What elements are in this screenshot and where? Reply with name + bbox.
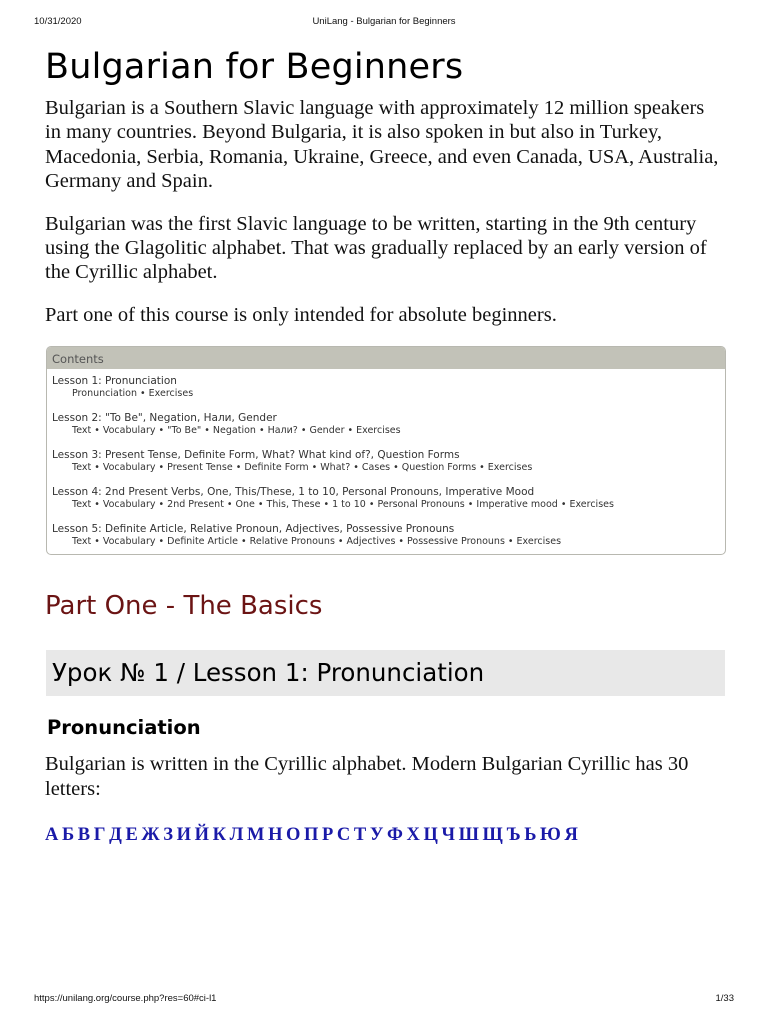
alphabet-letter: К [212,825,227,846]
toc-lesson-sections[interactable]: Text • Vocabulary • Definite Article • Relative Pronouns • Adjectives • Possessive Pronouns • Exercises [72,536,562,548]
intro-paragraph-3: Part one of this course is only intended for absolute beginners. [45,303,557,326]
alphabet-letter: Е [125,825,138,846]
alphabet-letter: П [304,825,319,846]
alphabet-letter: О [286,825,301,846]
alphabet-letter: Д [109,825,122,846]
section-paragraph: Bulgarian is written in the Cyrillic alphabet. Modern Bulgarian Cyrillic has 30 letters: [45,753,689,800]
alphabet-letter: З [163,825,174,846]
intro-paragraph-1: Bulgarian is a Southern Slavic language with approximately 12 million speakers in many countries. Beyond Bulgaria, it is also spoken in but also in Turkey, Macedonia, Serbia, Romania, Ukraine, Greece, and even Canada, USA, Australia, Germany and Spain. [45,97,719,193]
toc-lesson-sections[interactable]: Text • Vocabulary • Present Tense • Definite Form • What? • Cases • Question Forms • Exercises [72,462,533,474]
toc-lesson-3 [52,449,720,474]
toc-header: Contents [47,347,725,369]
print-page-title: UniLang - Bulgarian for Beginners [312,16,456,27]
alphabet-letter: С [336,825,351,846]
section-heading: Pronunciation [47,716,201,740]
alphabet-letter: Г [93,825,106,846]
alphabet-letter: Ь [524,825,537,846]
alphabet-letter: Х [406,825,420,846]
cyrillic-alphabet [45,823,725,847]
alphabet-letter: М [247,825,265,846]
alphabet-letter: Т [353,825,367,846]
alphabet-letter: Ф [387,825,403,846]
alphabet-letter: Ъ [506,825,521,846]
print-header [34,16,734,30]
alphabet-letter: Л [229,825,244,846]
page-title: Bulgarian for Beginners [45,47,464,87]
page-content [45,44,725,847]
toc-lesson-link[interactable]: Lesson 3: Present Tense, Definite Form, What? What kind of?, Question Forms [52,449,460,462]
print-date: 10/31/2020 [34,16,82,27]
alphabet-letter: В [77,825,91,846]
alphabet-letter: Й [194,825,209,846]
print-url: https://unilang.org/course.php?res=60#ci-l1 [34,993,217,1004]
alphabet-letter: Ж [141,825,160,846]
alphabet-letter: И [176,825,192,846]
toc-lesson-5 [52,523,720,548]
toc-lesson-link[interactable]: Lesson 4: 2nd Present Verbs, One, This/These, 1 to 10, Personal Pronouns, Imperative Mood [52,486,535,499]
intro-paragraph-2: Bulgarian was the first Slavic language to be written, starting in the 9th century using the Glagolitic alphabet. That was gradually replaced by an early version of the Cyrillic alphabet. [45,212,707,284]
alphabet-letter: Щ [482,825,503,846]
alphabet-letter: Ю [540,825,561,846]
toc-lesson-sections[interactable]: Text • Vocabulary • 2nd Present • One • This, These • 1 to 10 • Personal Pronouns • Imperative mood • Exercises [72,499,614,511]
toc-lesson-link[interactable]: Lesson 2: "To Be", Negation, Нали, Gender [52,412,277,425]
alphabet-letter: А [45,825,59,846]
toc-body [47,369,725,554]
print-page-number: 1/33 [715,993,734,1004]
toc-lesson-2 [52,412,720,437]
table-of-contents [46,346,726,555]
alphabet-letter: Я [564,825,578,846]
alphabet-letter: Ш [458,825,479,846]
part-heading: Part One - The Basics [45,591,323,622]
alphabet-letter: Б [61,825,75,846]
alphabet-letter: Н [268,825,283,846]
toc-lesson-link[interactable]: Lesson 5: Definite Article, Relative Pronoun, Adjectives, Possessive Pronouns [52,523,455,536]
alphabet-letter: У [369,825,384,846]
toc-lesson-sections[interactable]: Text • Vocabulary • "To Be" • Negation • Нали? • Gender • Exercises [72,425,401,437]
toc-lesson-1 [52,375,720,400]
lesson-heading: Урок № 1 / Lesson 1: Pronunciation [52,658,485,688]
alphabet-letter: Р [322,825,334,846]
lesson-heading-bar [46,650,725,696]
alphabet-letter: Ч [441,825,456,846]
toc-lesson-sections[interactable]: Pronunciation • Exercises [72,388,194,400]
alphabet-letter: Ц [423,825,438,846]
toc-lesson-4 [52,486,720,511]
toc-lesson-link[interactable]: Lesson 1: Pronunciation [52,375,177,388]
print-footer [34,993,734,1007]
